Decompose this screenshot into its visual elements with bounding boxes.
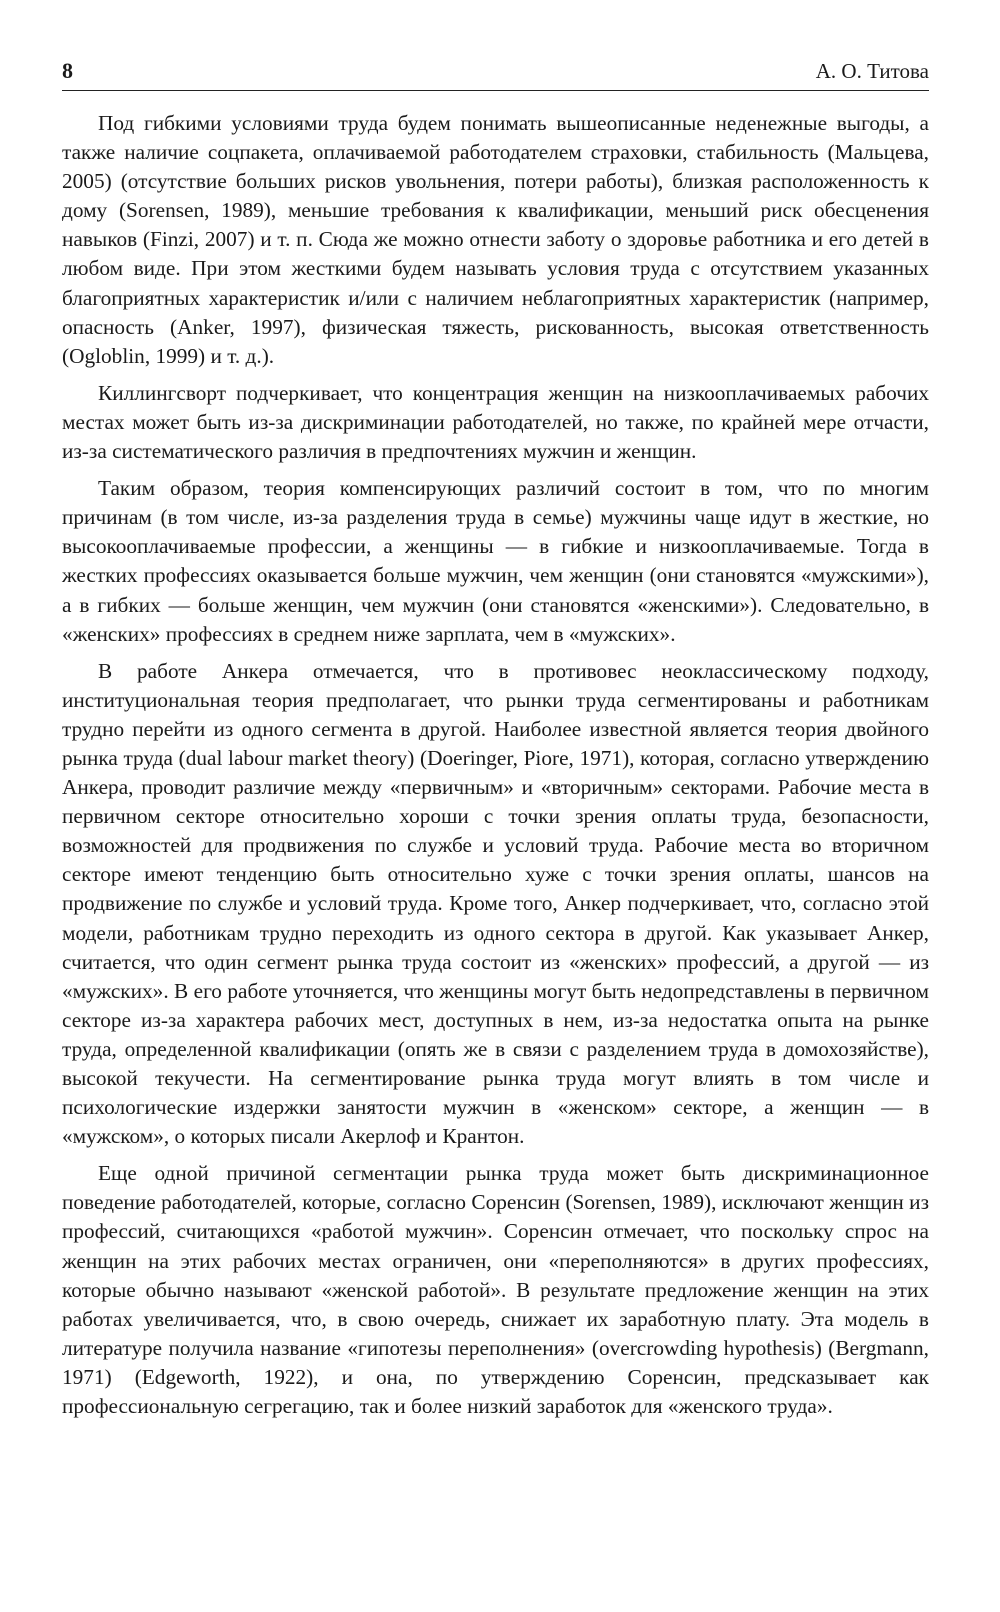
page-number: 8	[62, 58, 73, 83]
paragraph-flexible-conditions: Под гибкими условиями труда будем понимать вышеописанные неденежные выгоды, а также наличие соцпакета, оплачиваемой работодателем страховки, стабильность (Мальцева, 2005) (отсутствие больших рисков увольнения, потери работы), близкая расположенность к дому (Sorensen, 1989), меньшие требования к квалификации, меньший риск обесценения навыков (Finzi, 2007) и т. п. Сюда же можно отнести заботу о здоровье работника и его детей в любом виде. При этом жесткими будем называть условия труда с отсутствием указанных благоприятных характеристик и/или с наличием неблагоприятных характеристик (например, опасность (Anker, 1997), физическая тяжесть, рискованность, высокая ответственность (Ogloblin, 1999) и т. д.).	[62, 111, 929, 368]
paragraph-overcrowding-hypothesis: Еще одной причиной сегментации рынка труда может быть дискриминационное поведение работодателей, которые, согласно Соренсин (Sorensen, 1989), исключают женщин из профессий, считающихся «работой мужчин». Соренсин отмечает, что поскольку спрос на женщин на этих рабочих местах ограничен, они «переполняются» в других профессиях, которые обычно называют «женской работой». В результате предложение женщин на этих работах увеличивается, что, в свою очередь, снижает их заработную плату. Эта модель в литературе получила название «гипотезы переполнения» (overcrowding hypothesis) (Bergmann, 1971) (Edgeworth, 1922), и она, по утверждению Соренсин, предсказывает как профессиональную сегрегацию, так и более низкий заработок для «женского труда».	[62, 1161, 929, 1419]
running-header	[62, 52, 929, 91]
body-text	[62, 109, 929, 1421]
paragraph-dual-labour-market: В работе Анкера отмечается, что в противовес неоклассическому подходу, институциональная теория предполагает, что рынки труда сегментированы и работникам трудно перейти из одного сегмента в другой. Наиболее известной является теория двойного рынка труда (dual labour market theory) (Doeringer, Piore, 1971), которая, согласно утверждению Анкера, проводит различие между «первичным» и «вторичным» секторами. Рабочие места в первичном секторе относительно хороши с точки зрения оплаты труда, безопасности, возможностей для продвижения по службе и условий труда. Рабочие места во вторичном секторе имеют тенденцию быть относительно хуже с точки зрения оплаты, шансов на продвижение по службе и условий труда. Кроме того, Анкер подчеркивает, что, согласно этой модели, работникам трудно переходить из одного сектора в другой. Как указывает Анкер, считается, что один сегмент рынка труда состоит из «женских» профессий, а другой — из «мужских». В его работе уточняется, что женщины могут быть недопредставлены в первичном секторе из-за характера рабочих мест, доступных в нем, из-за недостатка опыта на рынке труда, определенной квалификации (опять же в связи с разделением труда в домохозяйстве), высокой текучести. На сегментирование рынка труда могут влиять в том числе и психологические издержки занятости мужчин в «женском» секторе, а женщин — в «мужском», о которых писали Акерлоф и Крантон.	[62, 658, 929, 1149]
running-head-author: А. О. Титова	[815, 59, 929, 83]
paragraph-compensating-differentials: Таким образом, теория компенсирующих различий состоит в том, что по многим причинам (в том числе, из-за разделения труда в семье) мужчины чаще идут в жесткие, но высокооплачиваемые профессии, а женщины — в гибкие и низкооплачиваемые. Тогда в жестких профессиях оказывается больше мужчин, чем женщин (они становятся «мужскими»), а в гибких — больше женщин, чем мужчин (они становятся «женскими»). Следовательно, в «женских» профессиях в среднем ниже зарплата, чем в «мужских».	[62, 476, 929, 646]
paragraph-killingsworth: Киллингсворт подчеркивает, что концентрация женщин на низкооплачиваемых рабочих местах может быть из-за дискриминации работодателей, но также, по крайней мере отчасти, из-за систематического различия в предпочтениях мужчин и женщин.	[62, 380, 929, 464]
book-page	[62, 52, 929, 1421]
